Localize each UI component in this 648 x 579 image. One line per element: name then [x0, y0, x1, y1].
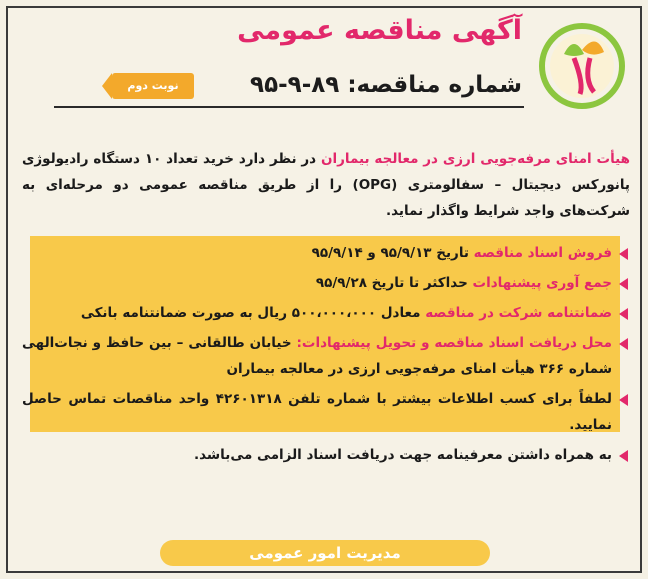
intro-paragraph: [22, 146, 630, 224]
triangle-bullet-icon: [619, 338, 628, 350]
item-label: جمع آوری پیشنهادات: [472, 275, 612, 291]
triangle-bullet-icon: [619, 450, 628, 462]
item-text: معادل ۵۰۰،۰۰۰،۰۰۰ ریال به صورت ضمانتنامه بانکی: [80, 305, 426, 321]
item-text: حداکثر تا تاریخ ۹۵/۹/۲۸: [315, 275, 473, 291]
item-text: تاریخ ۹۵/۹/۱۳ و ۹۵/۹/۱۴: [311, 245, 474, 261]
list-item: [22, 330, 630, 382]
round-badge: نوبت دوم: [112, 73, 194, 99]
triangle-bullet-icon: [619, 248, 628, 260]
notice-items: [22, 240, 630, 472]
item-text: خیابان طالقانی – بین حافظ و نجات‌الهی شماره ۳۶۶ هیأت امنای مرفه‌جویی ارزی در معالجه بیماران: [22, 335, 612, 377]
item-label: محل دریافت اسناد مناقصه و تحویل پیشنهادات:: [296, 335, 613, 351]
tender-number: شماره مناقصه: ۸۹-۹-۹۵: [250, 72, 522, 98]
list-item: [22, 270, 630, 296]
triangle-bullet-icon: [619, 278, 628, 290]
triangle-bullet-icon: [619, 394, 628, 406]
triangle-bullet-icon: [619, 308, 628, 320]
intro-text: در نظر دارد خرید تعداد ۱۰ دستگاه رادیولوژی پانورکس دیجیتال – سفالومتری (OPG) را از طریق مناقصه عمومی دو مرحله‌ای به شرکت‌های واجد شرایط واگذار نماید.: [22, 151, 630, 219]
list-item: [22, 240, 630, 266]
organization-name: هیأت امنای مرفه‌جویی ارزی در معالجه بیماران: [320, 151, 631, 167]
list-item: [22, 300, 630, 326]
item-label: فروش اسناد مناقصه: [473, 245, 612, 261]
list-item: [22, 442, 630, 468]
item-text: به همراه داشتن معرفینامه جهت دریافت اسناد الزامی می‌باشد.: [193, 447, 612, 463]
notice-title: آگهی مناقصه عمومی: [237, 15, 522, 46]
item-label: ضمانتنامه شرکت در مناقصه: [425, 305, 612, 321]
footer-signature: مدیریت امور عمومی: [160, 540, 490, 566]
organization-logo: [534, 14, 630, 134]
header-divider: [54, 106, 524, 108]
tender-number-row: [122, 68, 522, 104]
list-item: [22, 386, 630, 438]
item-text: لطفاً برای کسب اطلاعات بیشتر با شماره تلفن ۴۲۶۰۱۳۱۸ واحد مناقصات تماس حاصل نمایید.: [22, 391, 612, 433]
